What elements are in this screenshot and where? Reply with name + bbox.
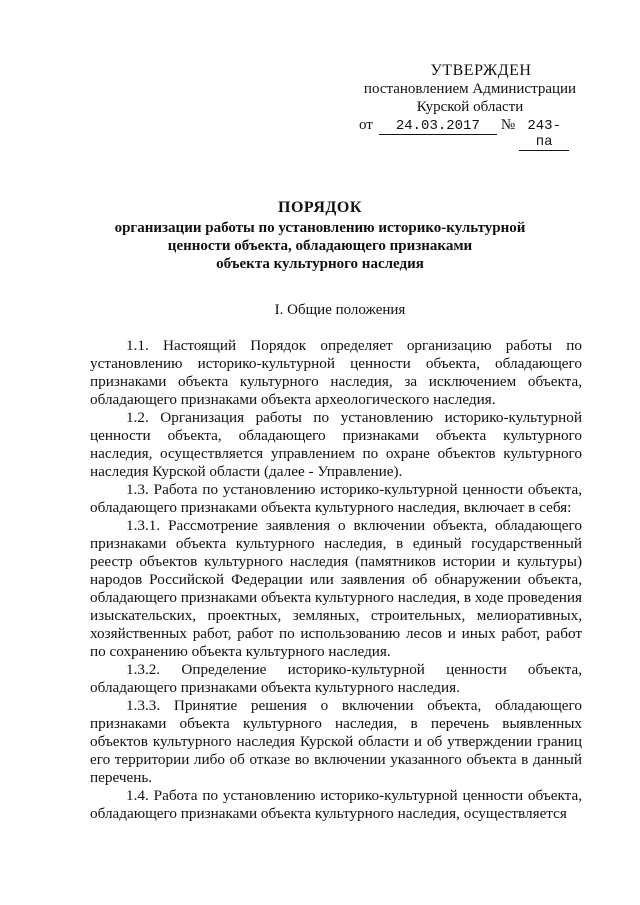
approval-line-2: Курской области	[416, 99, 524, 115]
decree-date: 24.03.2017	[379, 118, 497, 135]
document-subtitle-line-1: организации работы по установлению историко-культурной	[114, 220, 526, 236]
paragraph-1-3-2: 1.3.2. Определение историко-культурной ценности объекта, обладающего признаками объекта культурного наследия.	[90, 661, 582, 696]
document-subtitle-line-2: ценности объекта, обладающего признаками	[167, 238, 473, 254]
approval-line-1: постановлением Администрации	[363, 81, 577, 97]
document-body	[90, 337, 582, 823]
decree-number-sign: №	[500, 117, 516, 133]
document-title: ПОРЯДОК	[278, 199, 362, 216]
paragraph-1-3-3: 1.3.3. Принятие решения о включении объекта, обладающего признаками объекта культурного наследия, в перечень выявленных объектов культурного наследия Курской области и об утверждении границ его территории либо об отказе во включении указанного объекта в данный перечень.	[90, 697, 582, 786]
approval-stamp	[355, 62, 585, 151]
paragraph-1-1: 1.1. Настоящий Порядок определяет организацию работы по установлению историко-культурной ценности объекта, обладающего признаками объекта культурного наследия, за исключением объекта, обладающего признаками объекта археологического наследия.	[90, 337, 582, 408]
decree-from-label: от	[359, 117, 373, 133]
document-subtitle-line-3: объекта культурного наследия	[216, 256, 424, 272]
paragraph-1-2: 1.2. Организация работы по установлению историко-культурной ценности объекта, обладающего признаками объекта культурного наследия, осуществляется управлением по охране объектов культурного наследия Курской области (далее - Управление).	[90, 409, 582, 480]
title-block	[90, 197, 550, 273]
paragraph-1-3-1: 1.3.1. Рассмотрение заявления о включении объекта, обладающего признаками объекта культурного наследия, в единый государственный реестр объектов культурного наследия (памятников истории и культуры) народов Российской Федерации или заявления об обнаружении объекта, обладающего признаками объекта культурного наследия, в ходе проведения изыскательских, проектных, земляных, строительных, мелиоративных, хозяйственных работ, работ по использованию лесов и иных работ, работ по сохранению объекта культурного наследия.	[90, 517, 582, 660]
approved-label: УТВЕРЖДЕН	[430, 62, 532, 79]
section-heading: I. Общие положения	[274, 302, 406, 318]
paragraph-1-3: 1.3. Работа по установлению историко-культурной ценности объекта, обладающего признаками объекта культурного наследия, включает в себя:	[90, 481, 582, 516]
decree-number: 243-па	[519, 118, 569, 151]
decree-line	[359, 116, 585, 151]
paragraph-1-4: 1.4. Работа по установлению историко-культурной ценности объекта, обладающего признаками объекта культурного наследия, осуществляется	[90, 787, 582, 822]
